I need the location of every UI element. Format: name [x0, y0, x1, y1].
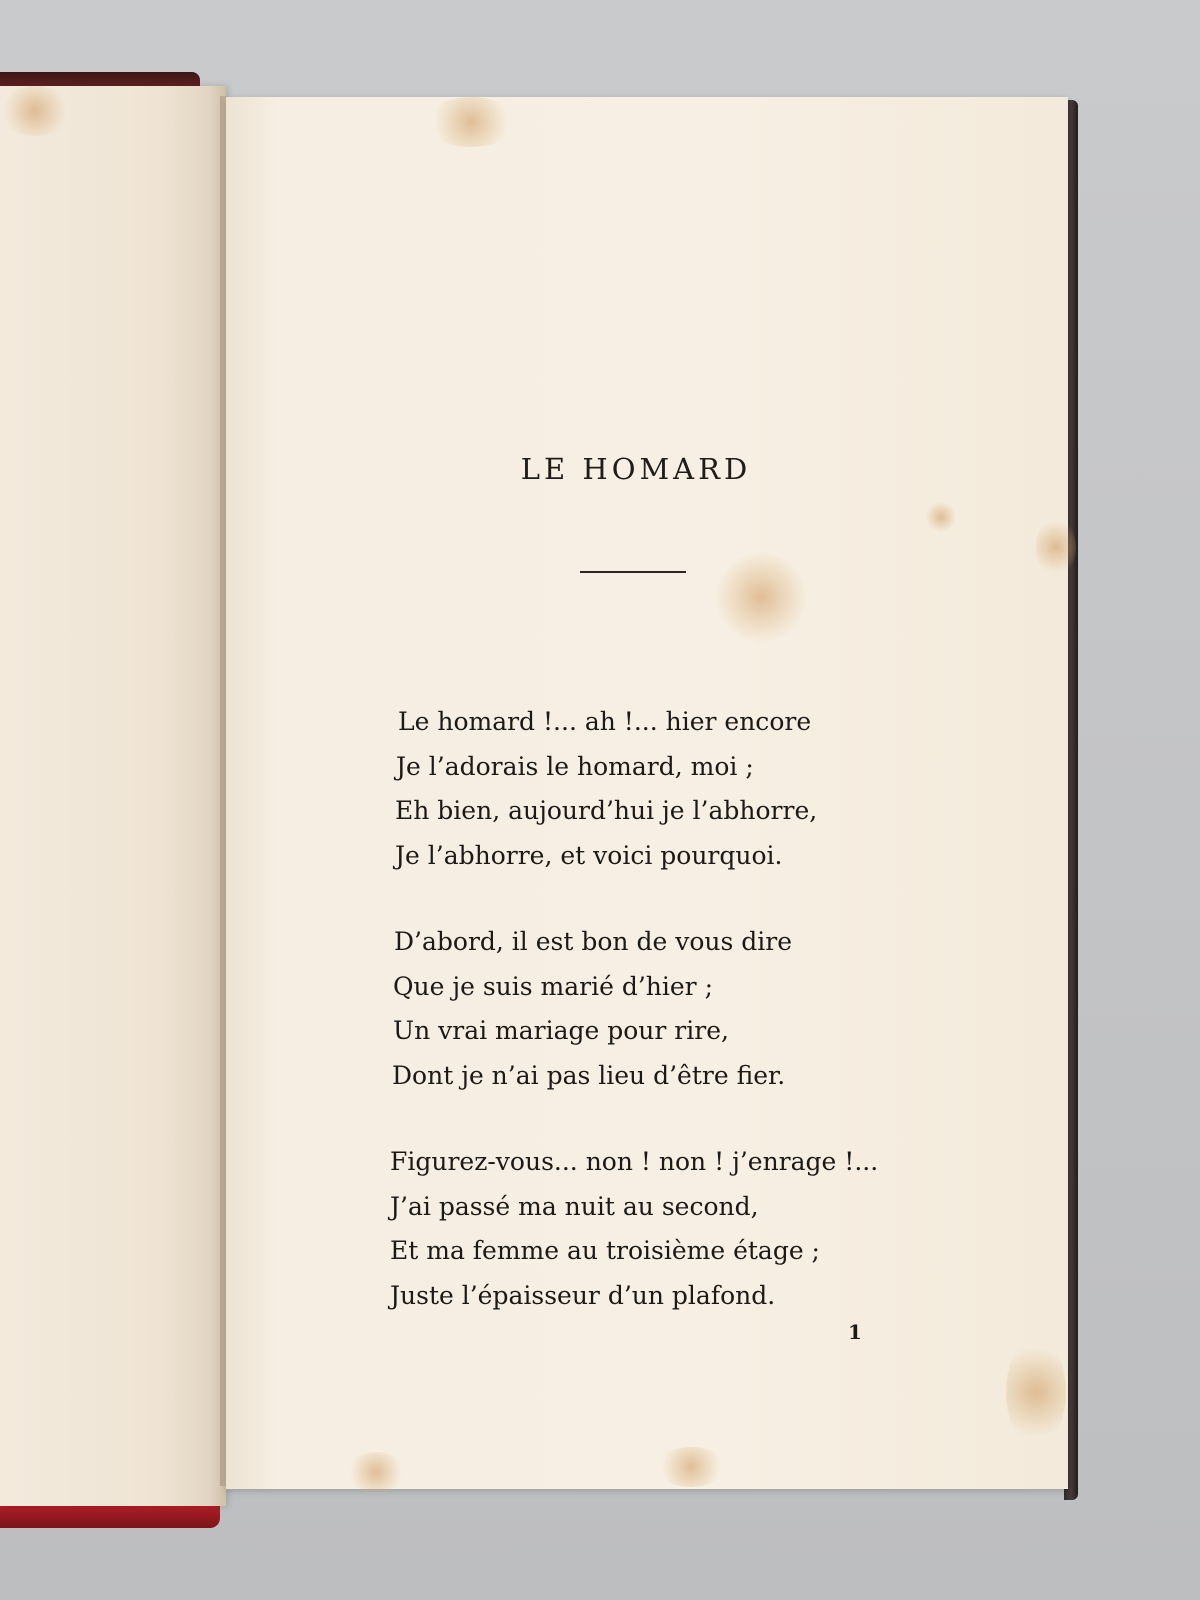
verse-line: Eh bien, aujourd’hui je l’abhorre,: [395, 796, 818, 825]
verse-line: J’ai passé ma nuit au second,: [390, 1191, 759, 1221]
verse-line: Dont je n’ai pas lieu d’être fier.: [392, 1060, 786, 1090]
stanza-1: [390, 700, 990, 878]
foxing-stain: [1006, 1337, 1066, 1447]
foxing-stain: [656, 1447, 726, 1487]
verse-line: Et ma femme au troisième étage ;: [390, 1236, 820, 1265]
foxing-stain: [926, 502, 956, 532]
foxing-stain: [346, 1452, 406, 1492]
verse-line: Le homard !... ah !... hier encore: [398, 707, 812, 736]
verse-line: Je l’abhorre, et voici pourquoi.: [395, 840, 783, 870]
foxing-stain: [716, 552, 806, 642]
verse-line: Je l’adorais le homard, moi ;: [396, 751, 754, 781]
foxing-stain: [1036, 517, 1076, 577]
page-number: 1: [848, 1320, 862, 1344]
verse-line: D’abord, il est bon de vous dire: [394, 927, 792, 956]
stanza-3: [390, 1140, 990, 1318]
foxing-stain: [0, 86, 70, 136]
stanza-2: [390, 920, 990, 1098]
verse-line: Un vrai mariage pour rire,: [393, 1016, 729, 1045]
verse-line: Juste l’épaisseur d’un plafond.: [390, 1280, 776, 1310]
poem-verse: [390, 700, 990, 1360]
verse-line: Que je suis marié d’hier ;: [393, 971, 713, 1001]
poem-title: LE HOMARD: [520, 452, 752, 486]
verse-line: Figurez-vous... non ! non ! j’enrage !...: [390, 1147, 879, 1176]
title-rule-divider: [580, 571, 686, 573]
foxing-stain: [426, 97, 516, 147]
left-page: [0, 86, 226, 1506]
